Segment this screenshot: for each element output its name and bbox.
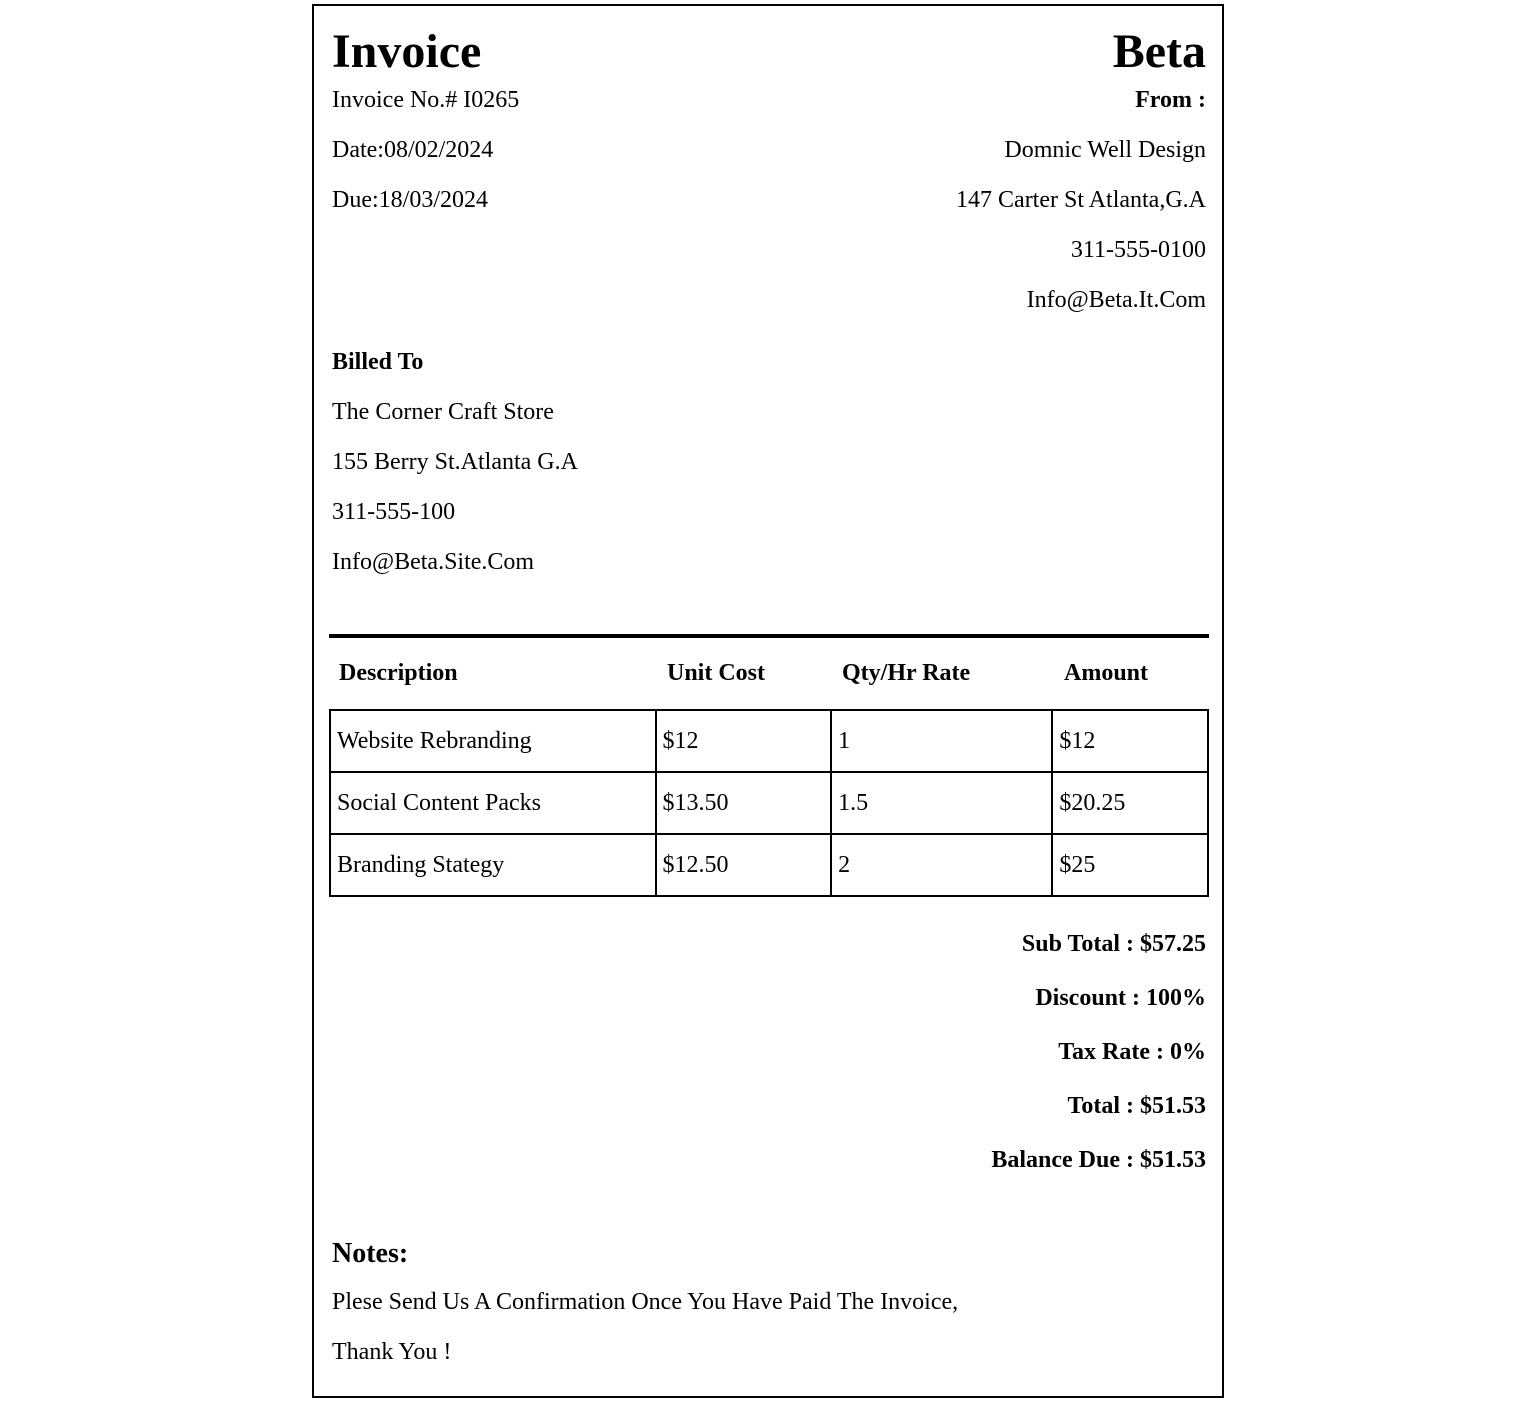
- invoice-title: Invoice: [332, 25, 482, 78]
- totals-block: [991, 932, 1206, 1202]
- balance-due: Balance Due : $51.53: [991, 1147, 1206, 1173]
- brand-name: Beta: [1112, 25, 1206, 78]
- item-qty: 1.5: [831, 772, 1052, 834]
- tax-rate: Tax Rate : 0%: [1058, 1039, 1206, 1065]
- notes-block: [332, 1240, 958, 1390]
- item-unit-cost: $12: [656, 710, 832, 772]
- billed-to-email: Info@Beta.Site.Com: [332, 549, 535, 575]
- from-company: Domnic Well Design: [1004, 137, 1206, 163]
- billed-to-name: The Corner Craft Store: [332, 399, 554, 425]
- column-header-unit-cost: Unit Cost: [667, 660, 766, 686]
- notes-title: Notes:: [332, 1238, 409, 1269]
- column-header-description: Description: [339, 660, 458, 686]
- item-amount: $12: [1052, 710, 1208, 772]
- item-unit-cost: $12.50: [656, 834, 832, 896]
- item-description: Branding Stategy: [330, 834, 656, 896]
- from-email: Info@Beta.It.Com: [1026, 287, 1206, 313]
- item-qty: 2: [831, 834, 1052, 896]
- from-phone: 311-555-0100: [1070, 237, 1206, 263]
- table-row: [330, 834, 1208, 896]
- item-description: Website Rebranding: [330, 710, 656, 772]
- item-amount: $25: [1052, 834, 1208, 896]
- item-unit-cost: $13.50: [656, 772, 832, 834]
- total: Total : $51.53: [1067, 1093, 1206, 1119]
- billed-to-phone: 311-555-100: [332, 499, 456, 525]
- item-description: Social Content Packs: [330, 772, 656, 834]
- invoice-document: [312, 4, 1224, 1398]
- discount: Discount : 100%: [1035, 985, 1206, 1011]
- items-table: [329, 709, 1209, 897]
- sub-total: Sub Total : $57.25: [1021, 931, 1206, 957]
- invoice-due-date: Due:18/03/2024: [332, 187, 488, 213]
- from-label: From :: [1135, 87, 1206, 113]
- item-amount: $20.25: [1052, 772, 1208, 834]
- from-block: [956, 6, 1206, 338]
- invoice-header-left: [332, 6, 519, 238]
- item-qty: 1: [831, 710, 1052, 772]
- section-divider: [329, 634, 1209, 638]
- table-row: [330, 772, 1208, 834]
- from-address: 147 Carter St Atlanta,G.A: [956, 187, 1206, 213]
- notes-line-2: Thank You !: [332, 1339, 452, 1365]
- column-header-amount: Amount: [1064, 660, 1149, 686]
- table-row: [330, 710, 1208, 772]
- billed-to-address: 155 Berry St.Atlanta G.A: [332, 449, 578, 475]
- notes-line-1: Plese Send Us A Confirmation Once You Have Paid The Invoice,: [332, 1289, 959, 1315]
- billed-to-label: Billed To: [332, 349, 424, 375]
- invoice-number: Invoice No.# I0265: [332, 87, 520, 113]
- invoice-date: Date:08/02/2024: [332, 137, 494, 163]
- billed-to-block: [332, 350, 578, 600]
- items-header-row: [329, 660, 1209, 690]
- column-header-qty-rate: Qty/Hr Rate: [842, 660, 971, 686]
